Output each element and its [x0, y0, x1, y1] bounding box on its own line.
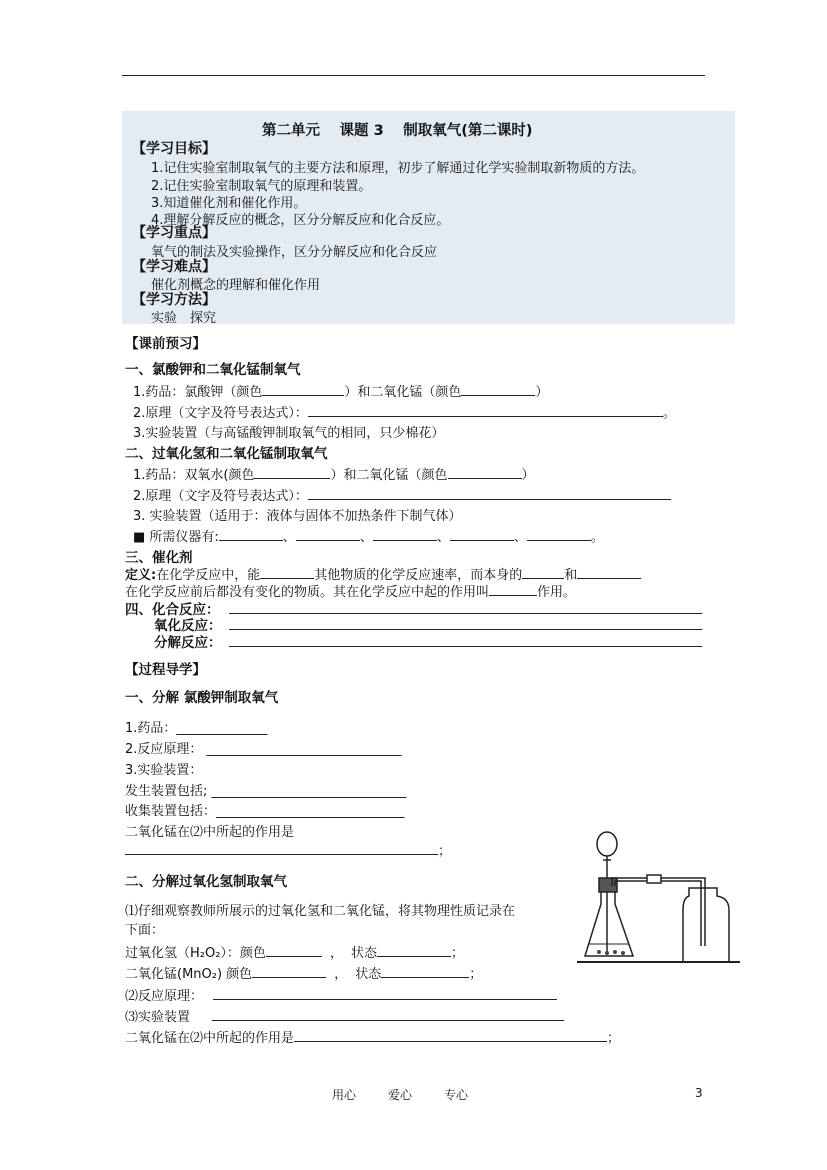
blank[interactable] [213, 985, 557, 1000]
blank[interactable] [461, 381, 535, 396]
blank[interactable] [254, 464, 330, 479]
blank[interactable] [489, 581, 537, 596]
goal-item-3: 3.知道催化剂和催化作用。 [151, 196, 307, 211]
preview-s1-line2: 2.原理（文字及符号表达式）： 。 [133, 402, 676, 421]
guide-p2-line6: 二氧化锰在⑵中所起的作用是 ； [125, 1027, 620, 1046]
goal-item-4: 4.理解分解反应的概念，区分分解反应和化合反应。 [151, 213, 450, 228]
preview-s1-line1: 1.药品：氯酸钾（颜色 ）和二氧化锰（颜色 ） [133, 381, 548, 400]
goal-item-2: 2.记住实验室制取氧气的原理和装置。 [151, 179, 372, 194]
blank[interactable] [296, 526, 360, 541]
guide-p2-line1: ⑴仔细观察教师所展示的过氧化氢和二氧化锰，将其物理性质记录在 [125, 904, 516, 919]
preview-s2-title: 二、过氧化氢和二氧化锰制取氧气 [125, 446, 328, 462]
preview-s1-line3: 3.实验装置（与高锰酸钾制取氧气的相同，只少棉花） [133, 426, 445, 441]
guide-p1-line2: 2.反应原理： ______________________________ [125, 742, 402, 757]
guide-heading: 【过程导学】 [125, 662, 206, 678]
blank[interactable] [308, 485, 671, 500]
blank[interactable] [125, 840, 438, 855]
blank[interactable] [448, 464, 522, 479]
preview-s2-line2: 2.原理（文字及符号表达式）： [133, 485, 671, 504]
guide-p1-title: 一、分解 氯酸钾制取氧气 [125, 690, 279, 706]
header-rule [122, 75, 705, 76]
preview-s4-title: 四、化合反应： [125, 602, 220, 618]
preview-s2-line4: ■ 所需仪器有: 、 、 、 、 。 [133, 526, 604, 545]
guide-p1-line5: 收集装置包括：_____________________________ [125, 804, 405, 819]
blank[interactable] [266, 942, 322, 957]
oxygen-apparatus-diagram [577, 826, 742, 968]
preview-s3-title: 三、催化剂 [125, 550, 193, 566]
footer-slogan-2: 爱心 [388, 1088, 413, 1102]
footer-slogan-3: 专心 [444, 1088, 469, 1102]
decomposition-label: 分解反应： [154, 635, 222, 651]
blank[interactable] [377, 942, 451, 957]
guide-p1-line4: 发生装置包括; ______________________________ [125, 784, 407, 799]
preview-s2-line3: 3. 实验装置（适用于：液体与固体不加热条件下制气体） [133, 509, 462, 524]
preview-s1-title: 一、氯酸钾和二氧化锰制氧气 [125, 362, 301, 378]
preview-s2-line1: 1.药品：双氧水(颜色 ）和二氧化锰（颜色 ） [133, 464, 535, 483]
method-text: 实验 探究 [151, 311, 217, 326]
guide-p2-line5: ⑶实验装置 [125, 1006, 564, 1025]
guide-p2-line2: 下面： [125, 923, 165, 938]
blank[interactable] [260, 564, 314, 579]
blank[interactable] [522, 564, 564, 579]
guide-p2-title: 二、分解过氧化氢制取氧气 [125, 874, 287, 890]
guide-p2-h2o2-line: 过氧化氢（H₂O₂）：颜色 ， 状态 ； [125, 942, 464, 961]
goal-item-1: 1.记住实验室制取氧气的主要方法和原理，初步了解通过化学实验制取新物质的方法。 [151, 161, 645, 176]
guide-p1-line3: 3.实验装置： [125, 763, 203, 778]
blank[interactable] [219, 526, 283, 541]
method-heading: 【学习方法】 [132, 292, 216, 308]
footer-slogan-1: 用心 [332, 1088, 357, 1102]
blank[interactable] [212, 1006, 564, 1021]
guide-p2-mno2-line: 二氧化锰(MnO₂) 颜色 ， 状态 ； [125, 963, 482, 982]
difficulty-heading: 【学习难点】 [132, 259, 216, 275]
guide-p1-line1: 1.药品：______________ [125, 721, 268, 736]
page-number: 3 [695, 1086, 703, 1100]
key-text: 氧气的制法及实验操作，区分分解反应和化合反应 [151, 245, 438, 260]
blank[interactable] [577, 564, 641, 579]
blank[interactable] [381, 963, 469, 978]
preview-s3-def-line2: 在化学反应前后都没有变化的物质。其在化学反应中起的作用叫 作用。 [125, 581, 576, 600]
answer-line[interactable] [229, 613, 702, 614]
preview-s3-def-line1: 定义:在化学反应中，能 其他物质的化学反应速率，而本身的 和 [125, 564, 641, 583]
learning-goals-box [122, 111, 735, 324]
blank[interactable] [450, 526, 514, 541]
oxidation-label: 氧化反应： [154, 618, 222, 634]
guide-p1-line6: 二氧化锰在⑵中所起的作用是 [125, 825, 295, 840]
lesson-title: 第二单元 课题 3 制取氧气(第二课时) [262, 123, 533, 139]
blank[interactable] [262, 381, 344, 396]
blank[interactable] [294, 1027, 607, 1042]
guide-p1-line7: ； [125, 840, 451, 859]
blank[interactable] [252, 963, 326, 978]
preview-heading: 【课前预习】 [125, 336, 206, 352]
blank[interactable] [308, 402, 663, 417]
blank[interactable] [373, 526, 437, 541]
goal-heading: 【学习目标】 [132, 141, 216, 157]
answer-line[interactable] [229, 646, 702, 647]
answer-line[interactable] [229, 629, 702, 630]
guide-p2-line4: ⑵反应原理： [125, 985, 557, 1004]
key-heading: 【学习重点】 [132, 225, 216, 241]
difficulty-text: 催化剂概念的理解和催化作用 [151, 278, 321, 293]
blank[interactable] [527, 526, 591, 541]
